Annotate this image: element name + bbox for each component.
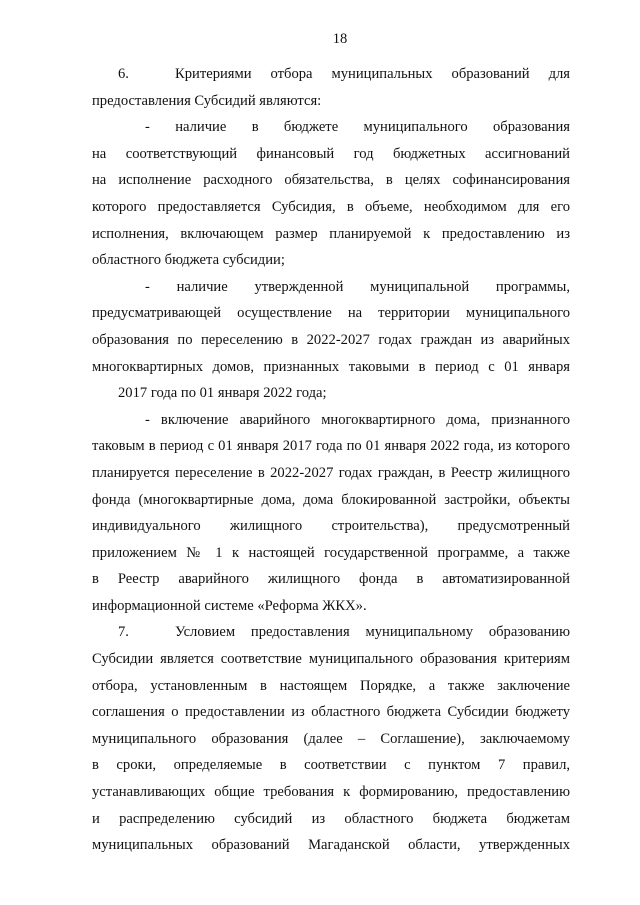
text-line: в сроки, определяемые в соответствии с пунктом 7 правил, [92,757,570,774]
text-line: на исполнение расходного обязательства, в целях софинансирования [92,172,570,189]
text-line: фонда (многоквартирные дома, дома блокированной застройки, объекты [92,491,570,508]
text-line: муниципальных образований Магаданской области, утвержденных [92,837,570,854]
bullet-line: - включение аварийного многоквартирного дома, признанного [145,411,570,428]
text-line: индивидуального жилищного строительства), предусмотренный [92,518,570,535]
text-line: муниципального образования (далее – Соглашение), заключаемому [92,730,570,747]
line-text: Условием предоставления муниципальному образованию [175,624,570,641]
text-line: отбора, установленным в настоящем Порядке, а также заключение [92,677,570,694]
text-line: областного бюджета субсидии; [92,252,285,269]
text-line: предусматривающей осуществление на территории муниципального [92,305,570,322]
text-line: на соответствующий финансовый год бюджетных ассигнований [92,145,570,162]
text-line: многоквартирных домов, признанных таковыми в период с 01 января [92,358,570,375]
text-line: которого предоставляется Субсидия, в объеме, необходимом для его [92,198,570,215]
document-body [92,61,570,859]
paragraph-6-first-line [92,61,570,88]
text-line: соглашения о предоставлении из областного бюджета Субсидии бюджету [92,704,570,721]
text-line: Субсидии является соответствие муниципального образования критериям [92,651,570,668]
paragraph-7-first-line [92,619,570,646]
bullet-line: - наличие в бюджете муниципального образования [145,119,570,136]
line-text: Критериями отбора муниципальных образований для [175,66,570,82]
item-number: 6. [118,66,129,82]
text-line: информационной системе «Реформа ЖКХ». [92,597,367,614]
text-line: устанавливающих общие требования к формированию, предоставлению [92,784,570,801]
text-line: 2017 года по 01 января 2022 года; [118,385,327,402]
bullet-line: - наличие утвержденной муниципальной программы, [145,278,570,295]
text-line: таковым в период с 01 января 2017 года по 01 января 2022 года, из которого [92,438,570,455]
text-line: приложением № 1 к настоящей государственной программе, а также [92,544,570,561]
item-number: 7. [118,624,129,641]
text-line: планируется переселение в 2022-2027 годах граждан, в Реестр жилищного [92,464,570,481]
text-line: образования по переселению в 2022-2027 годах граждан из аварийных [92,331,570,348]
text-line: в Реестр аварийного жилищного фонда в автоматизированной [92,571,570,588]
page-number: 18 [332,31,348,47]
text-line: предоставления Субсидий являются: [92,92,322,109]
text-line: и распределению субсидий из областного бюджета бюджетам [92,810,570,827]
text-line: исполнения, включающем размер планируемой к предоставлению из [92,225,570,242]
